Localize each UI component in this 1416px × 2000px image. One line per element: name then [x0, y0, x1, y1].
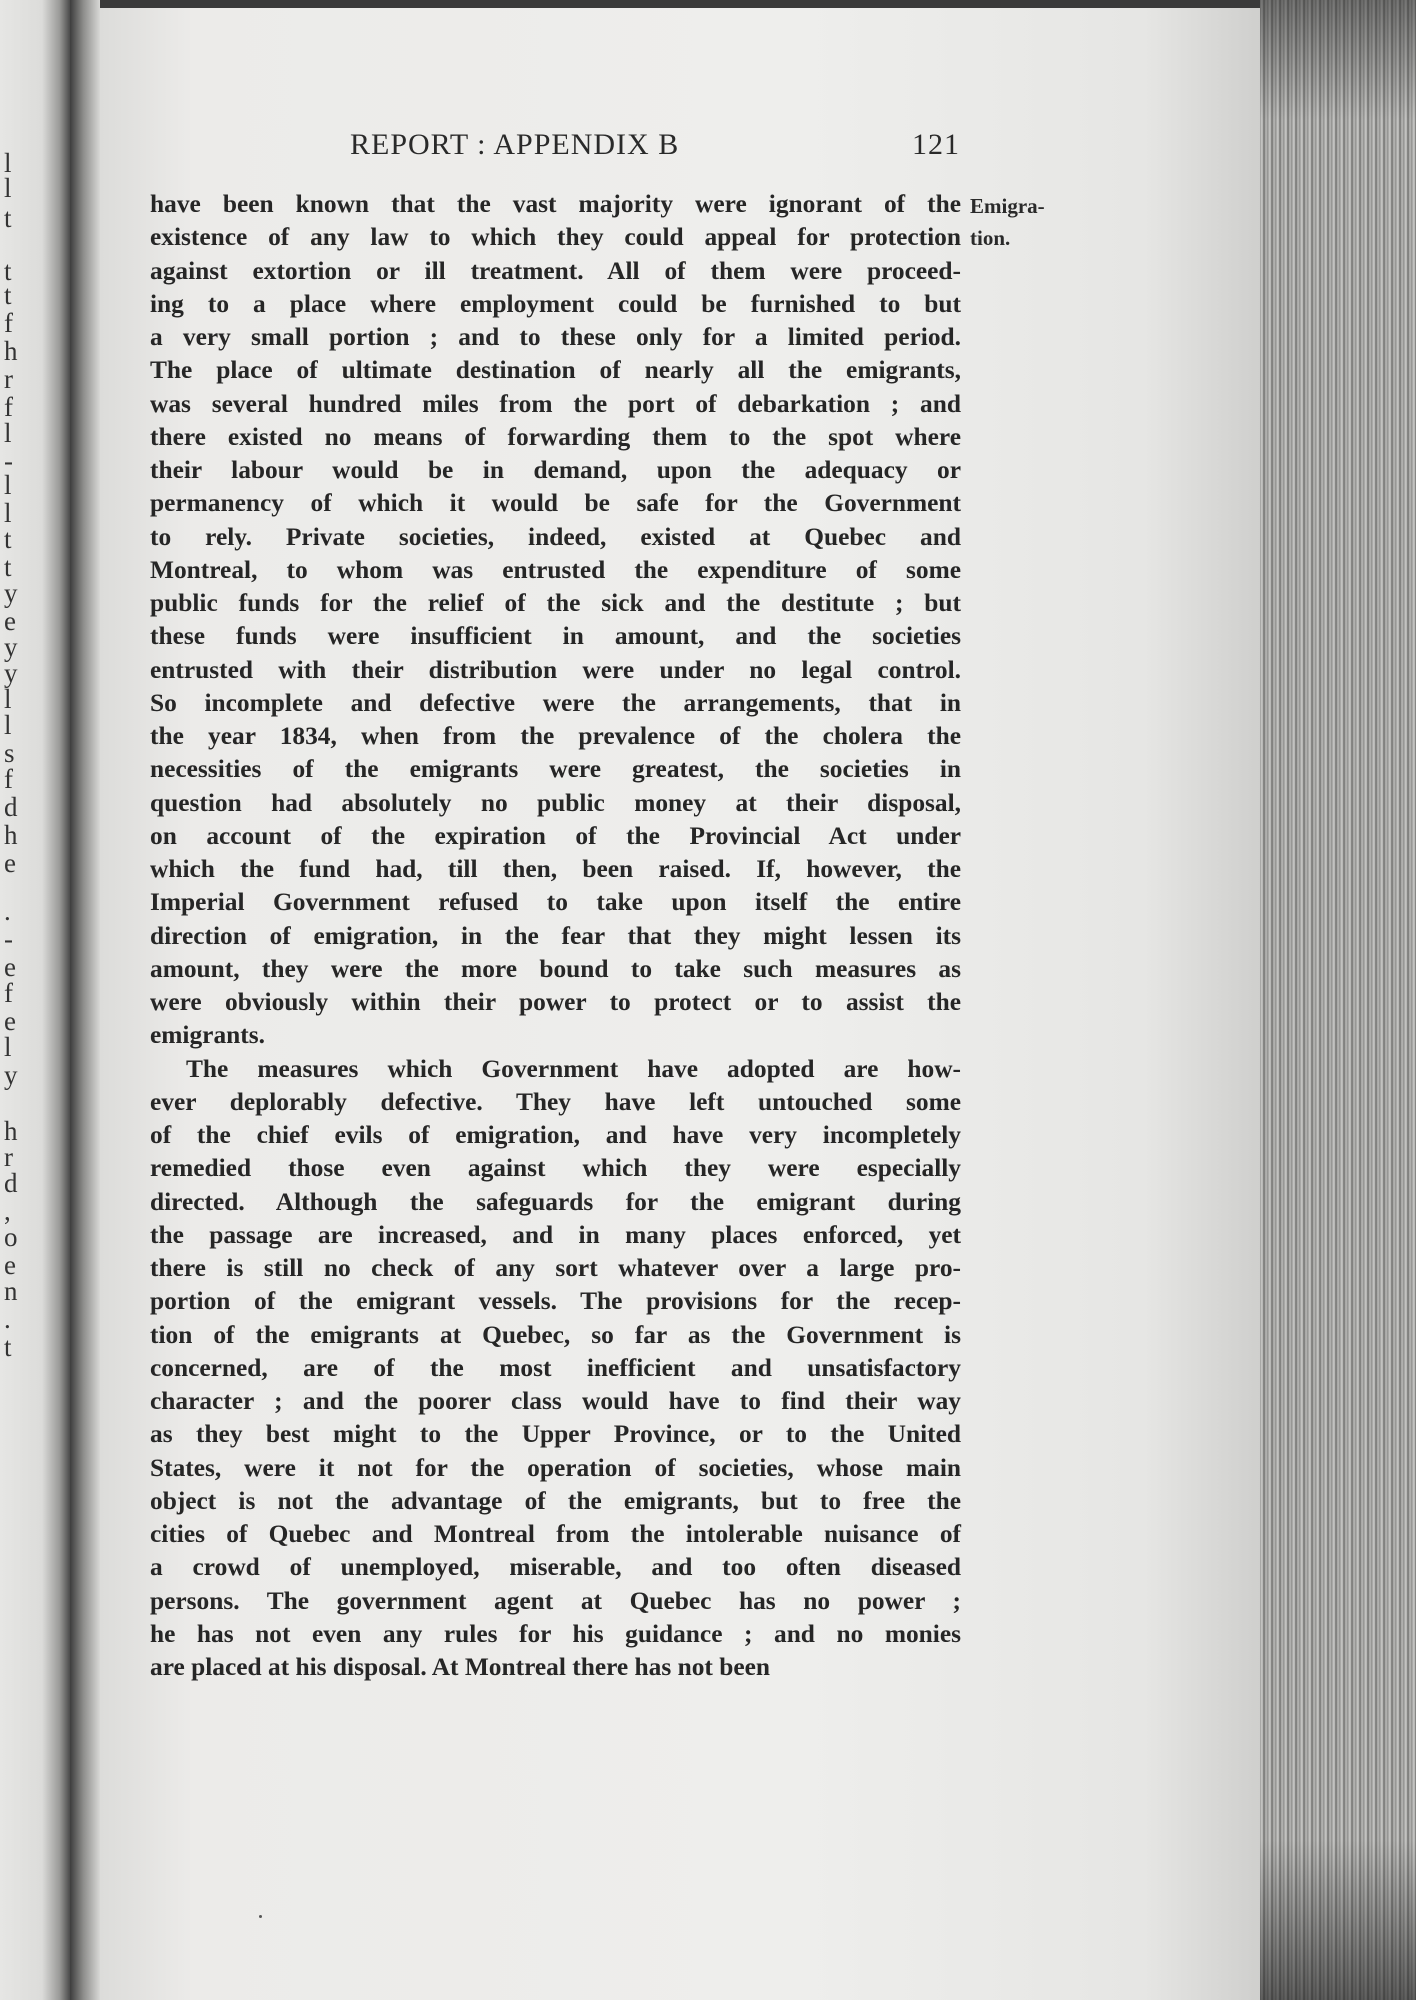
book-fore-edge	[1260, 0, 1416, 2000]
facing-page-fragment: e	[4, 606, 16, 636]
text-line: have been known that the vast majority were ignorant of the	[150, 190, 961, 218]
text-line: The place of ultimate destination of nearly all the emigrants,	[150, 356, 961, 385]
text-line: to rely. Private societies, indeed, existed at Quebec and	[150, 522, 961, 551]
marginal-note	[970, 190, 1080, 254]
text-line: against extortion or ill treatment. All of them were proceed-	[150, 256, 961, 285]
facing-page-fragment: f	[4, 764, 13, 794]
facing-page-fragment: t	[4, 524, 12, 554]
facing-page-fragment: h	[4, 336, 18, 366]
book-gutter	[70, 0, 100, 2000]
facing-page-fragment: r	[4, 1142, 13, 1172]
running-head-title: REPORT : APPENDIX B	[350, 128, 680, 161]
page-speck	[259, 1915, 262, 1918]
text-line: are placed at his disposal. At Montreal there has not been	[150, 1653, 770, 1681]
facing-page-fragment: l	[4, 1032, 12, 1062]
text-line: directed. Although the safeguards for the emigrant during	[150, 1187, 961, 1216]
facing-page-fragment: l	[4, 498, 12, 528]
facing-page-fragment: t	[4, 256, 12, 286]
text-line: as they best might to the Upper Province, or to the United	[150, 1420, 961, 1449]
text-line: concerned, are of the most inefficient and unsatisfactory	[150, 1353, 961, 1382]
facing-page-fragment: l	[4, 148, 12, 178]
text-line: necessities of the emigrants were greatest, the societies in	[150, 755, 961, 784]
facing-page-fragment: y	[4, 658, 18, 688]
text-line: the year 1834, when from the prevalence of the cholera the	[150, 722, 961, 750]
facing-page-fragment: t	[4, 280, 12, 310]
text-line: direction of emigration, in the fear that they might lessen its	[150, 921, 961, 950]
facing-page-fragment: d	[4, 792, 18, 822]
facing-page-fragment: f	[4, 392, 13, 422]
facing-page-fragment: y	[4, 632, 18, 662]
text-line: persons. The government agent at Quebec has no power ;	[150, 1586, 961, 1615]
text-line: amount, they were the more bound to take such measures as	[150, 954, 961, 983]
text-line: cities of Quebec and Montreal from the intolerable nuisance of	[150, 1520, 961, 1548]
facing-page-fragment: o	[4, 1222, 18, 1252]
body-text	[150, 188, 961, 1684]
facing-page-fragment: f	[4, 308, 13, 338]
facing-page-edge	[0, 0, 70, 2000]
text-line: on account of the expiration of the Provincial Act under	[150, 821, 961, 850]
text-line: there existed no means of forwarding them to the spot where	[150, 422, 961, 451]
facing-page-fragment: e	[4, 1250, 16, 1280]
text-line: tion of the emigrants at Quebec, so far as the Government is	[150, 1320, 961, 1349]
facing-page-fragment: e	[4, 848, 16, 878]
facing-page-fragment: y	[4, 1060, 18, 1090]
facing-page-fragment: f	[4, 978, 13, 1008]
facing-page-fragment: l	[4, 173, 12, 203]
text-line: entrusted with their distribution were under no legal control.	[150, 655, 961, 684]
text-line: ing to a place where employment could be furnished to but	[150, 289, 961, 318]
text-line: the passage are increased, and in many places enforced, yet	[150, 1220, 961, 1249]
text-line: emigrants.	[150, 1021, 265, 1050]
facing-page-fragment: y	[4, 578, 18, 608]
text-line: was several hundred miles from the port of debarkation ; and	[150, 389, 961, 418]
facing-page-fragment: h	[4, 820, 18, 850]
facing-page-fragment: h	[4, 1116, 18, 1146]
text-line: character ; and the poorer class would have to find their way	[150, 1387, 961, 1415]
facing-page-fragment: t	[4, 203, 12, 233]
text-line: existence of any law to which they could appeal for protection	[150, 223, 961, 252]
text-line: there is still no check of any sort whatever over a large pro-	[150, 1254, 961, 1282]
text-line: their labour would be in demand, upon the adequacy or	[150, 456, 961, 484]
text-line: Imperial Government refused to take upon itself the entire	[150, 888, 961, 917]
facing-page-fragment: s	[4, 738, 15, 768]
text-line: these funds were insufficient in amount, and the societies	[150, 622, 961, 651]
text-line: Montreal, to whom was entrusted the expenditure of some	[150, 555, 961, 584]
facing-page-fragment: r	[4, 364, 13, 394]
facing-page-fragment: t	[4, 552, 12, 582]
text-line: question had absolutely no public money at their disposal,	[150, 788, 961, 817]
marginal-note-line: Emigra-	[970, 194, 1045, 218]
facing-page-fragment: e	[4, 1006, 16, 1036]
text-line: of the chief evils of emigration, and have very incompletely	[150, 1121, 961, 1149]
facing-page-fragment: l	[4, 710, 12, 740]
text-line: public funds for the relief of the sick and the destitute ; but	[150, 589, 961, 617]
facing-page-fragment: l	[4, 418, 12, 448]
text-line: The measures which Government have adopted are how-	[186, 1054, 961, 1083]
facing-page-fragment: n	[4, 1276, 18, 1306]
page-number: 121	[912, 128, 960, 161]
facing-page-fragment: d	[4, 1168, 18, 1198]
text-line: object is not the advantage of the emigrants, but to free the	[150, 1486, 961, 1515]
text-line: So incomplete and defective were the arrangements, that in	[150, 688, 961, 717]
text-line: remedied those even against which they were especially	[150, 1154, 961, 1183]
facing-page-fragment: l	[4, 470, 12, 500]
text-line: a crowd of unemployed, miserable, and too often diseased	[150, 1553, 961, 1582]
text-line: which the fund had, till then, been raised. If, however, the	[150, 855, 961, 883]
marginal-note-line: tion.	[970, 226, 1011, 250]
text-line: permanency of which it would be safe for the Government	[150, 489, 961, 518]
facing-page-fragment: l	[4, 684, 12, 714]
facing-page-fragment: t	[4, 1332, 12, 1362]
facing-page-fragment: -	[4, 446, 13, 476]
facing-page-fragment: .	[4, 896, 11, 926]
text-line: portion of the emigrant vessels. The provisions for the recep-	[150, 1287, 961, 1316]
facing-page-fragment: .	[4, 1304, 11, 1334]
text-line: States, were it not for the operation of societies, whose main	[150, 1453, 961, 1482]
text-line: ever deplorably defective. They have left untouched some	[150, 1087, 961, 1116]
facing-page-fragment: -	[4, 924, 13, 954]
text-line: were obviously within their power to protect or to assist the	[150, 988, 961, 1016]
text-line: a very small portion ; and to these only for a limited period.	[150, 323, 961, 351]
facing-page-fragment: e	[4, 952, 16, 982]
facing-page-fragment: ,	[4, 1196, 11, 1226]
text-line: he has not even any rules for his guidance ; and no monies	[150, 1619, 961, 1648]
